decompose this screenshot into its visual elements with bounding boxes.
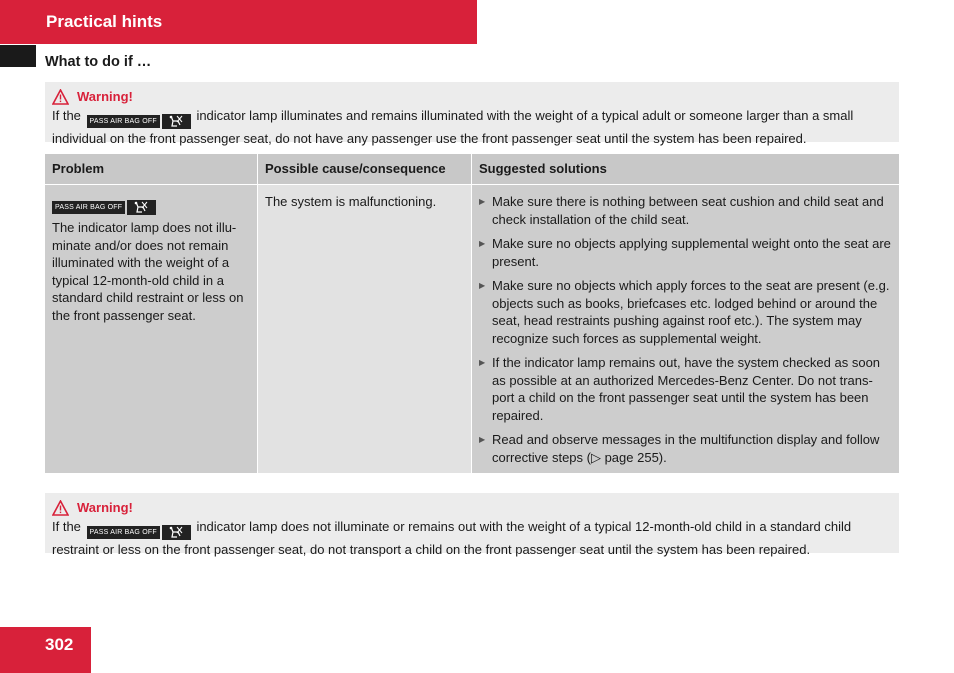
solutions-cell: [472, 185, 899, 473]
warning-text: [52, 517, 892, 559]
pass-air-bag-off-icon: PASS AIR BAG OFF: [52, 201, 125, 214]
airbag-indicator-lamp: [87, 114, 191, 129]
solution-item: ▶ Make sure no objects which apply forces to the seat are present (e.g. objects such as books, briefcases etc. lodged behind or around the seat, head restraints pushing against roof etc.). The system may recognize such forces as supplemental weight.: [479, 277, 892, 347]
page-number: 302: [45, 635, 74, 654]
solution-item: ▶ Read and observe messages in the multifunction display and follow corrective steps (▷ page 255).: [479, 431, 892, 466]
pass-air-bag-off-icon: PASS AIR BAG OFF: [87, 526, 160, 539]
warning-text: [52, 106, 892, 148]
solutions-list: [479, 193, 892, 466]
warning-box-bottom: [45, 493, 899, 557]
cause-cell: [258, 185, 472, 473]
pass-air-bag-off-icon: PASS AIR BAG OFF: [87, 115, 160, 128]
warning-text-before: If the: [52, 108, 81, 123]
airbag-indicator-lamp: [87, 525, 191, 540]
warning-heading: [52, 498, 892, 517]
cause-text: The system is malfunctioning.: [265, 194, 437, 209]
table-header-row: [45, 154, 899, 185]
page-header-title: Practical hints: [46, 12, 163, 31]
warning-label: Warning!: [77, 500, 133, 515]
solution-item: ▶ Make sure there is nothing between seat cushion and child seat and check installation of the child seat.: [479, 193, 892, 228]
child-seat-icon: [127, 200, 156, 215]
warning-heading: [52, 87, 892, 106]
warning-label: Warning!: [77, 89, 133, 104]
warning-triangle-icon: [52, 500, 69, 516]
solution-item: ▶ Make sure no objects applying supplemental weight onto the seat are present.: [479, 235, 892, 270]
child-seat-icon: [162, 114, 191, 129]
column-header-solutions: Suggested solutions: [472, 154, 899, 184]
table-row: [45, 185, 899, 473]
column-header-problem: Problem: [45, 154, 258, 184]
problem-cell: [45, 185, 258, 473]
warning-box-top: [45, 82, 899, 146]
warning-text-after: indicator lamp illuminates and remains illuminated with the weight of a typical adult or someone larger than a small individual on the front passenger seat, do not have any passenger use the front passenger seat until the system has been repaired.: [52, 108, 854, 146]
section-marker: [0, 45, 36, 67]
solution-item: ▶ If the indicator lamp remains out, have the system checked as soon as possible at an authorized Mercedes-Benz Center. Do not trans-port a child on the front passenger seat until the system has been repaired.: [479, 354, 892, 424]
warning-triangle-icon: [52, 89, 69, 105]
child-seat-icon: [162, 525, 191, 540]
section-title: What to do if …: [45, 54, 152, 70]
airbag-indicator-lamp: [52, 200, 156, 215]
column-header-cause: Possible cause/consequence: [258, 154, 472, 184]
warning-text-after: indicator lamp does not illuminate or remains out with the weight of a typical 12-month-old child in a standard child restraint or less on the front passenger seat, do not transport a child on the front passenger seat until the system has been repaired.: [52, 519, 852, 557]
problem-text: The indicator lamp does not illu-minate and/or does not remain illuminated with the weight of a typical 12-month-old child in a standard child restraint or less on the front passenger seat.: [52, 220, 244, 323]
warning-text-before: If the: [52, 519, 81, 534]
troubleshooting-table: [45, 154, 899, 473]
